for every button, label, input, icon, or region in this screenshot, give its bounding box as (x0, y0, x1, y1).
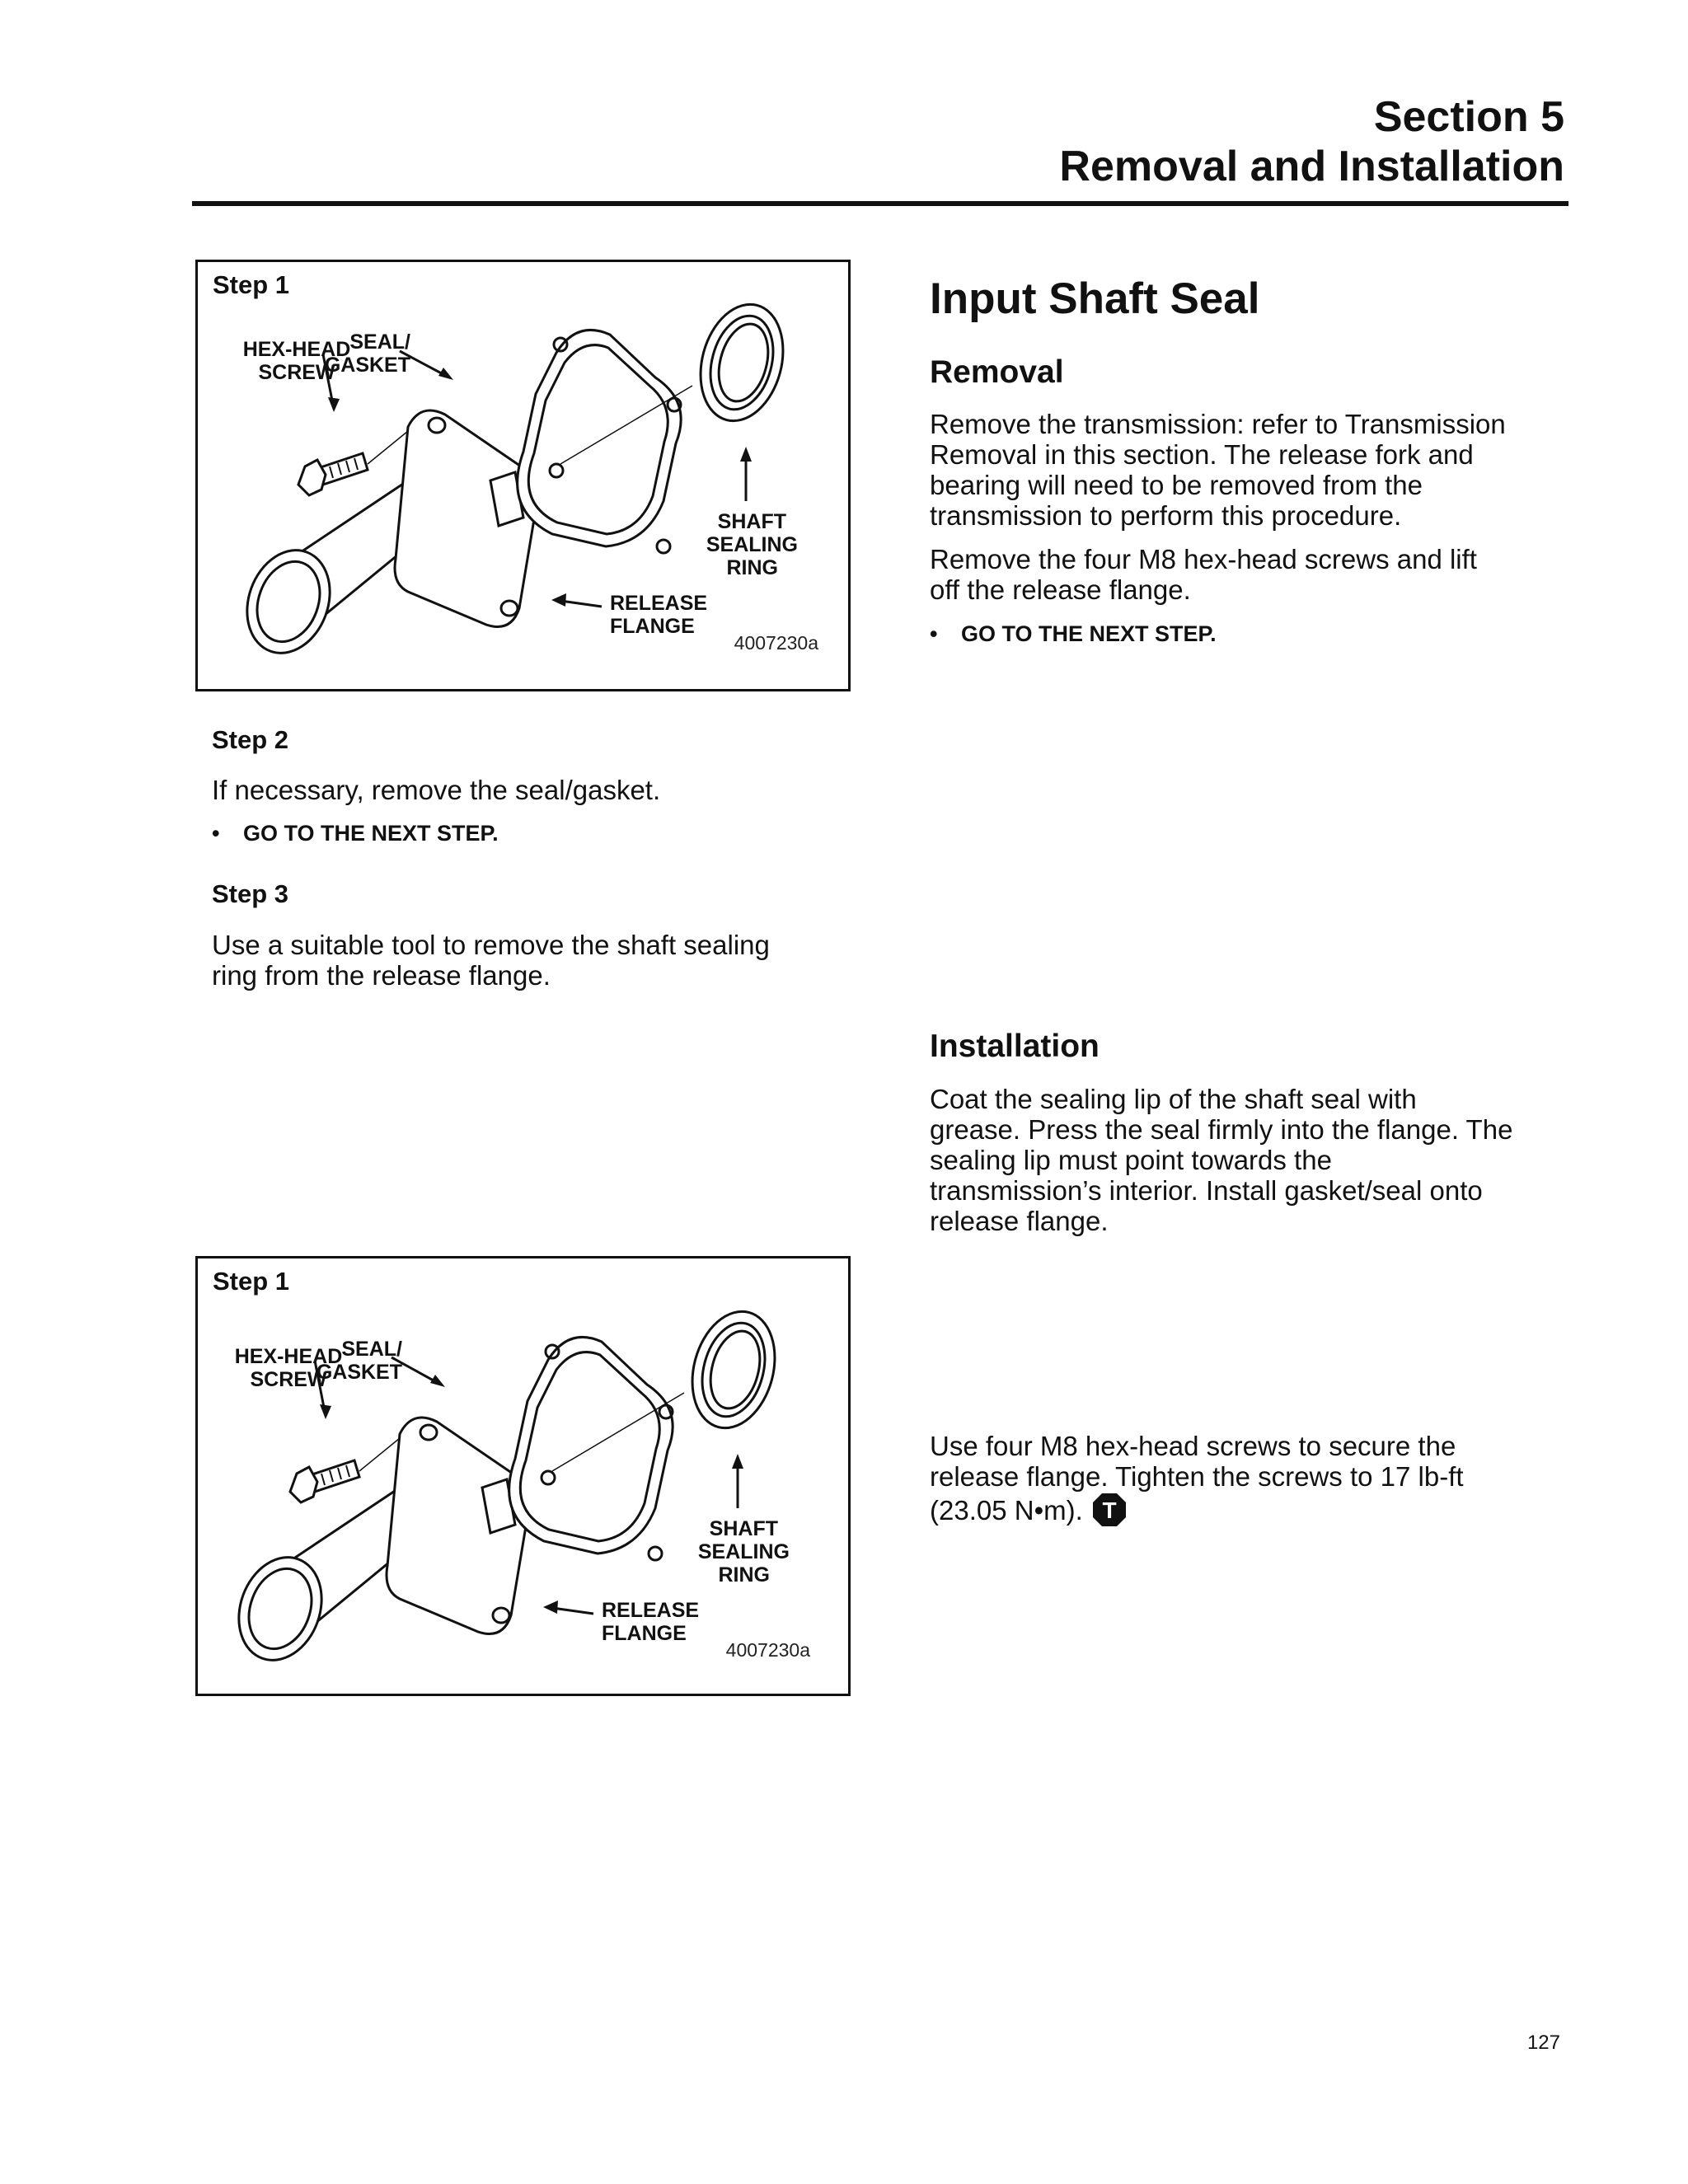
step2-text: If necessary, remove the seal/gasket. (212, 775, 661, 805)
section-heading (1059, 92, 1564, 191)
removal-heading: Removal (930, 354, 1064, 390)
step2-bullet (212, 819, 838, 847)
exploded-view-diagram (198, 1258, 848, 1694)
removal-p1-line: Remove the transmission: refer to Transmission (930, 409, 1506, 439)
torque-icon-letter: T (1102, 1497, 1117, 1523)
callout-shaft: SHAFT (717, 510, 786, 533)
figure-step1-top (195, 260, 851, 691)
removal-p2-line: off the release flange. (930, 574, 1191, 605)
step3-line: Use a suitable tool to remove the shaft sealing (212, 930, 770, 960)
removal-bullet-text: GO TO THE NEXT STEP. (961, 621, 1217, 646)
bullet-dot: • (930, 621, 938, 646)
exploded-view-diagram (198, 262, 848, 689)
bullet-dot: • (212, 821, 220, 846)
figure-step-label: Step 1 (213, 1267, 290, 1296)
installation-heading: Installation (930, 1029, 1100, 1064)
callout-gasket: GASKET (324, 354, 410, 377)
callout-sealing: SEALING (706, 533, 798, 556)
step3-line: ring from the release flange. (212, 960, 551, 991)
callout-seal: SEAL/ (349, 330, 410, 354)
removal-paragraph-2 (930, 544, 1573, 605)
hex-screw-head (298, 460, 326, 495)
callout-release: RELEASE (602, 1599, 700, 1622)
installation-p2-line: release flange. Tighten the screws to 17 lb-ft (930, 1461, 1464, 1492)
figure-step1-bottom (195, 1256, 851, 1696)
installation-p1-line: transmission’s interior. Install gasket/seal onto (930, 1175, 1483, 1206)
installation-p1-line: sealing lip must point towards the (930, 1145, 1332, 1175)
callout-release: RELEASE (610, 592, 708, 615)
installation-p1-line: release flange. (930, 1206, 1109, 1236)
callout-flange: FLANGE (602, 1622, 687, 1645)
callout-ring: RING (718, 1563, 770, 1586)
section-number: Section 5 (1373, 93, 1564, 141)
callout-ring: RING (726, 556, 778, 579)
installation-p2-line: Use four M8 hex-head screws to secure the (930, 1431, 1456, 1461)
figure-id: 4007230a (725, 1639, 810, 1661)
removal-paragraph-1 (930, 409, 1573, 531)
installation-paragraph-1 (930, 1084, 1573, 1236)
page-number: 127 (1526, 2032, 1560, 2054)
installation-p2-line-last (930, 1492, 1573, 1534)
torque-icon (1091, 1492, 1128, 1534)
page-title: Input Shaft Seal (930, 274, 1260, 323)
callout-hex-head: HEX-HEAD (242, 338, 351, 361)
removal-p1-line: transmission to perform this procedure. (930, 500, 1402, 531)
torque-value-text: (23.05 N•m). (930, 1495, 1083, 1526)
removal-p1-line: bearing will need to be removed from the (930, 470, 1423, 500)
header-rule (192, 201, 1568, 206)
section-title: Removal and Installation (1059, 143, 1564, 190)
callout-sealing: SEALING (697, 1540, 790, 1563)
installation-paragraph-2 (930, 1431, 1573, 1534)
callout-hex-head: HEX-HEAD (234, 1345, 343, 1368)
removal-bullet (930, 620, 1573, 648)
step2-heading: Step 2 (212, 725, 289, 754)
step3-heading: Step 3 (212, 879, 289, 908)
installation-p1-line: Coat the sealing lip of the shaft seal with (930, 1084, 1417, 1114)
callout-flange: FLANGE (610, 615, 695, 638)
callout-gasket: GASKET (316, 1361, 402, 1384)
callout-shaft: SHAFT (709, 1517, 778, 1540)
step3-text (212, 930, 838, 991)
removal-p1-line: Removal in this section. The release fork and (930, 439, 1474, 470)
sealing-ring-outer (688, 295, 795, 430)
callout-seal: SEAL/ (341, 1338, 402, 1361)
callout-screw: SCREW (250, 1368, 327, 1391)
gasket-hole-3 (657, 540, 670, 553)
figure-step-label: Step 1 (213, 270, 290, 299)
figure-id: 4007230a (734, 632, 818, 654)
step2-bullet-text: GO TO THE NEXT STEP. (243, 821, 499, 846)
callout-screw: SCREW (258, 361, 335, 384)
installation-p1-line: grease. Press the seal firmly into the flange. The (930, 1114, 1513, 1145)
removal-p2-line: Remove the four M8 hex-head screws and lift (930, 544, 1477, 574)
